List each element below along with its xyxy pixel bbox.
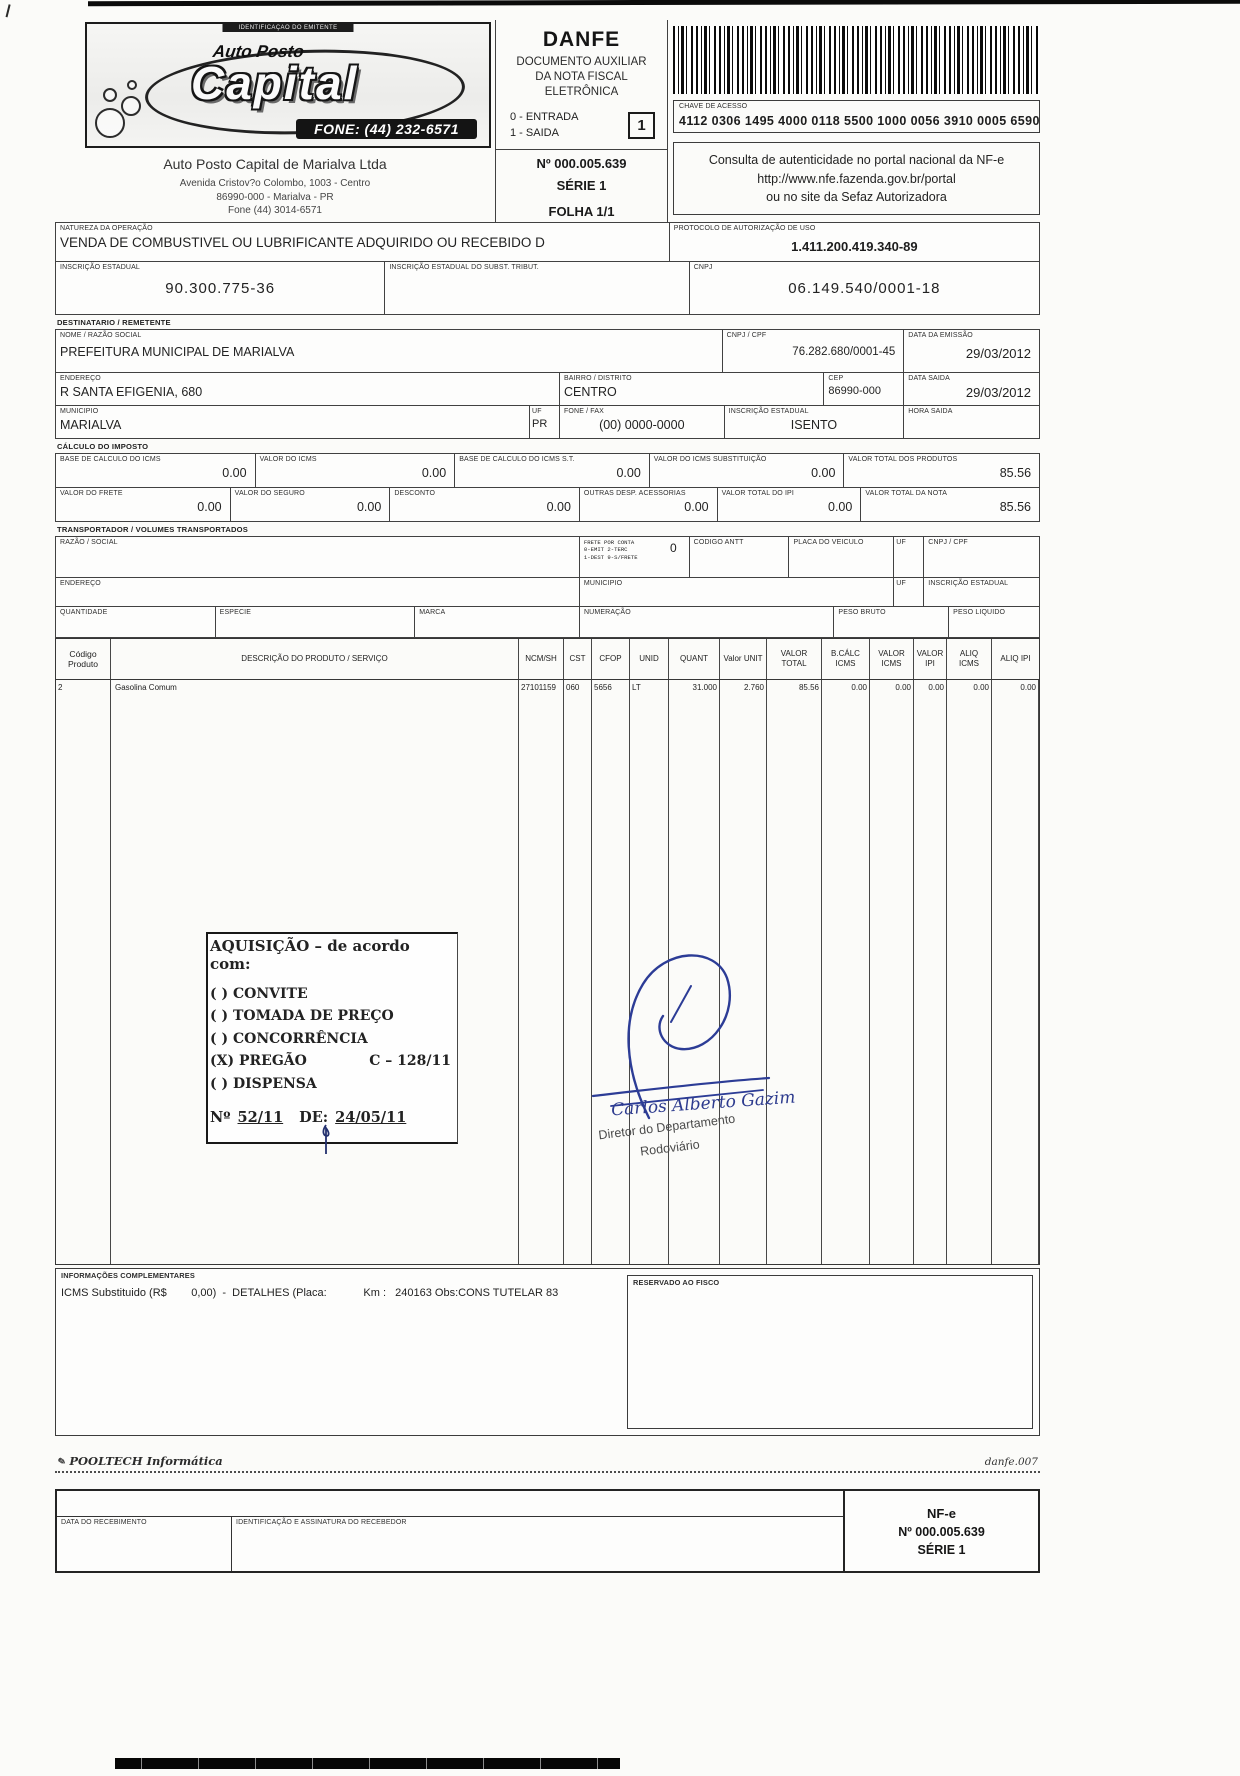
- field-value: 76.282.680/0001-45: [792, 346, 896, 359]
- logo-bubble-icon: [95, 108, 125, 138]
- field-quantidade-volumes: [56, 607, 216, 637]
- nfe-numero: Nº 000.005.639: [536, 155, 627, 171]
- field-cnpj-emitente: [690, 262, 1039, 314]
- cell-valor-unit: 2.760: [720, 680, 767, 1264]
- stamp-title: AQUISIÇÃO – de acordo com:: [210, 937, 410, 973]
- col-header-cst: CST: [564, 639, 592, 679]
- danfe-subtitle-line2: DA NOTA FISCAL: [535, 70, 628, 83]
- field-placa-veiculo: [789, 537, 894, 577]
- entrada-saida-row: [496, 109, 667, 142]
- danfe-subtitle-line1: DOCUMENTO AUXILIAR: [516, 56, 647, 68]
- field-label: PROTOCOLO DE AUTORIZAÇÃO DE USO: [673, 225, 816, 232]
- field-valor-seguro: [231, 488, 391, 521]
- field-label: NATUREZA DA OPERAÇÃO: [60, 225, 153, 232]
- field-value: MARIALVA: [60, 418, 122, 433]
- field-bairro-distrito: [560, 373, 824, 405]
- field-label: DATA DA EMISSÃO: [908, 332, 973, 339]
- scan-bottom-barcode: [115, 1758, 620, 1769]
- field-label: DESCONTO: [394, 490, 436, 497]
- col-header-bcalc-icms: B.CÁLC ICMS: [822, 639, 870, 679]
- field-especie: [216, 607, 416, 637]
- chave-acesso-value: 4112 0306 1495 4000 0118 5500 1000 0056 3910 0005 6590: [679, 114, 1040, 129]
- saida-label: 1 - SAIDA: [510, 127, 559, 140]
- field-peso-liquido: [949, 607, 1039, 637]
- field-label: CEP: [828, 375, 844, 382]
- product-table-body: [56, 680, 1039, 1264]
- field-nome-razao-social: [56, 330, 723, 372]
- imposto-section-label: CÁLCULO DO IMPOSTO: [57, 442, 149, 451]
- nfe-barcode: [673, 26, 1040, 94]
- field-label: INSCRIÇÃO ESTADUAL: [60, 264, 140, 271]
- cell-aliq-icms: 0.00: [947, 680, 992, 1264]
- aquisicao-stamp: [206, 932, 458, 1144]
- chave-acesso-label: CHAVE DE ACESSO: [679, 103, 748, 110]
- field-label: RAZÃO / SOCIAL: [60, 539, 118, 546]
- field-identificacao-assinatura-recebedor: [232, 1517, 843, 1571]
- consulta-url: http://www.nfe.fazenda.gov.br/portal: [757, 171, 956, 186]
- frete-conta-label-line3: 1-DEST 9-S/FRETE: [583, 553, 638, 561]
- stamp-item-dispensa: ( ) DISPENSA: [210, 1075, 317, 1092]
- col-header-descricao: DESCRIÇÃO DO PRODUTO / SERVIÇO: [111, 639, 519, 679]
- product-table-header: [56, 639, 1039, 680]
- stamp-de-prefix: DE:: [299, 1108, 329, 1126]
- emitente-info: [55, 156, 495, 218]
- emitente-address-line3: Fone (44) 3014-6571: [228, 205, 322, 216]
- field-data-saida: [904, 373, 1039, 405]
- field-value: 0: [669, 541, 677, 555]
- cell-bcalc-icms: 0.00: [822, 680, 870, 1264]
- canhoto-nfe-label: NF-e: [927, 1505, 956, 1521]
- danfe-subtitle: [496, 55, 667, 100]
- col-header-unid: UNID: [630, 639, 669, 679]
- transportador-row3: [55, 606, 1040, 638]
- inscricoes-row: [55, 261, 1040, 315]
- cell-ncm: 27101159: [519, 680, 564, 1264]
- field-label: RESERVADO AO FISCO: [633, 1278, 720, 1287]
- field-label: HORA SAIDA: [908, 408, 953, 415]
- field-inscricao-estadual-transportador: [924, 578, 1039, 606]
- emitente-block: [55, 20, 495, 222]
- field-base-calculo-icms: [56, 454, 256, 487]
- cell-cst: 060: [564, 680, 592, 1264]
- field-marca: [415, 607, 580, 637]
- field-uf-transportador: [894, 537, 924, 577]
- field-value: 0.00: [828, 500, 853, 515]
- transportador-row1: [55, 536, 1040, 578]
- entrada-label: 0 - ENTRADA: [510, 110, 579, 123]
- consulta-line3: ou no site da Sefaz Autorizadora: [766, 189, 947, 204]
- field-label: VALOR TOTAL DA NOTA: [865, 490, 948, 497]
- field-desconto: [390, 488, 580, 521]
- field-hora-saida: [904, 406, 1039, 438]
- field-fone-fax: [560, 406, 725, 438]
- field-label: ENDEREÇO: [60, 580, 101, 587]
- field-codigo-antt: [690, 537, 790, 577]
- col-header-valor-unit: Valor UNIT: [720, 639, 767, 679]
- pooltech-logo-icon: ✎: [55, 1455, 67, 1470]
- canhoto-nfe-serie: SÉRIE 1: [917, 1542, 966, 1557]
- field-value: 90.300.775-36: [165, 280, 276, 298]
- danfe-title: DANFE: [542, 28, 621, 51]
- cell-valor-icms: 0.00: [870, 680, 914, 1264]
- field-value: 0.00: [356, 500, 382, 515]
- informacoes-complementares: [56, 1269, 621, 1435]
- danfe-version-ref: danfe.007: [984, 1456, 1038, 1468]
- field-outras-despesas: [580, 488, 718, 521]
- field-label: FONE / FAX: [563, 408, 604, 415]
- field-value: VENDA DE COMBUSTIVEL OU LUBRIFICANTE ADQUIRIDO OU RECEBIDO D: [60, 235, 545, 251]
- destinatario-row2: [55, 372, 1040, 406]
- field-valor-icms: [256, 454, 456, 487]
- field-label: BAIRRO / DISTRITO: [563, 375, 632, 382]
- field-value: 29/03/2012: [965, 385, 1031, 401]
- canhoto-nfe-box: [843, 1491, 1038, 1571]
- canhoto-left: [57, 1491, 843, 1571]
- stamp-item-pregao-line: [210, 1050, 455, 1072]
- consulta-autenticidade-box: [673, 142, 1040, 214]
- destinatario-row1: [55, 329, 1040, 373]
- pen-loop-mark: [314, 1124, 338, 1158]
- footer-row: [55, 1448, 1040, 1468]
- field-value: ICMS Substituido (R$ 0,00) - DETALHES (Placa: Km : 240163 Obs:CONS TUTELAR 83: [61, 1286, 559, 1299]
- danfe-subtitle-line3: ELETRÔNICA: [544, 85, 619, 98]
- col-header-aliq-ipi: ALIQ IPI: [1000, 654, 1031, 664]
- field-endereco-destinatario: [56, 373, 560, 405]
- field-value: 1.411.200.419.340-89: [791, 239, 918, 255]
- field-inscricao-estadual: [56, 262, 385, 314]
- field-label: VALOR TOTAL DOS PRODUTOS: [848, 456, 958, 463]
- field-cnpj-cpf-transportador: [924, 537, 1039, 577]
- emitente-name: Auto Posto Capital de Marialva Ltda: [163, 156, 387, 172]
- field-value: 85.56: [999, 500, 1031, 515]
- cell-quant: 31.000: [669, 680, 720, 1264]
- danfe-document: [55, 20, 1040, 1573]
- field-label: INSCRIÇÃO ESTADUAL: [728, 408, 809, 415]
- field-valor-total-nota: [861, 488, 1039, 521]
- stamp-item-tomada-preco: ( ) TOMADA DE PREÇO: [210, 1008, 394, 1025]
- cell-codigo: 2: [56, 680, 111, 1264]
- stamp-items: [210, 983, 455, 1095]
- col-header-quant: QUANT: [669, 639, 720, 679]
- destinatario-section-label: DESTINATARIO / REMETENTE: [57, 318, 171, 327]
- signer-title-line1: Diretor do Departamento: [597, 1111, 736, 1143]
- field-valor-frete: [56, 488, 231, 521]
- field-value: R SANTA EFIGENIA, 680: [60, 385, 203, 400]
- field-value: 0.00: [197, 500, 222, 515]
- field-label: VALOR DO SEGURO: [234, 490, 305, 497]
- field-value: (00) 0000-0000: [599, 418, 685, 433]
- field-razao-social-transportador: [56, 537, 580, 577]
- field-value: 06.149.540/0001-18: [788, 280, 941, 298]
- field-cnpj-cpf-destinatario: [723, 330, 905, 372]
- field-municipio-destinatario: [56, 406, 530, 438]
- col-header-cfop: CFOP: [592, 639, 630, 679]
- field-label: INSCRIÇÃO ESTADUAL: [928, 580, 1009, 587]
- col-header-valor-ipi: VALOR IPI: [914, 639, 947, 679]
- scan-edge-artifact: [88, 0, 1240, 6]
- logo-text-capital: Capital: [191, 57, 359, 109]
- field-value: ISENTO: [790, 418, 838, 433]
- field-label: VALOR DO ICMS: [259, 456, 317, 463]
- field-label: NOME / RAZÃO SOCIAL: [60, 332, 142, 339]
- cell-valor-ipi: 0.00: [914, 680, 947, 1264]
- logo-bubble-icon: [127, 80, 137, 90]
- canhoto-recebimento: [55, 1489, 1040, 1573]
- field-valor-total-ipi: [718, 488, 862, 521]
- emitente-address-line2: 86990-000 - Marialva - PR: [216, 191, 334, 203]
- entrada-saida-labels: [510, 109, 578, 142]
- field-data-recebimento: [57, 1517, 232, 1571]
- reservado-fisco-box: [627, 1275, 1033, 1429]
- destinatario-row3: [55, 405, 1040, 439]
- field-label: INFORMAÇÕES COMPLEMENTARES: [61, 1271, 195, 1280]
- field-frete-por-conta: [580, 537, 690, 577]
- field-valor-icms-substituicao: [650, 454, 845, 487]
- field-value: 29/03/2012: [965, 346, 1031, 362]
- field-valor-total-produtos: [844, 454, 1039, 487]
- pen-mark: [6, 4, 17, 19]
- imposto-row2: [55, 487, 1040, 522]
- stamp-item-concorrencia: ( ) CONCORRÊNCIA: [210, 1030, 368, 1047]
- field-label: PESO LIQUIDO: [953, 609, 1006, 616]
- col-header-valor-icms: VALOR ICMS: [870, 639, 914, 679]
- col-header-valor-total: VALOR TOTAL: [767, 639, 822, 679]
- signer-title-line2: Rodoviário: [639, 1137, 701, 1159]
- field-label: NUMERAÇÃO: [583, 609, 631, 616]
- emitente-address-line1: Avenida Cristov?o Colombo, 1003 - Centro: [179, 178, 371, 189]
- field-label: CNPJ / CPF: [928, 539, 968, 546]
- field-label: QUANTIDADE: [60, 609, 108, 616]
- field-label: CNPJ / CPF: [726, 332, 767, 339]
- frete-conta-label-line1: FRETE POR CONTA: [583, 539, 635, 546]
- field-label: [584, 539, 638, 575]
- field-value: 0.00: [811, 466, 836, 481]
- emitente-box-label: IDENTIFICAÇÃO DO EMITENTE: [222, 24, 353, 32]
- cell-valor-total: 85.56: [767, 680, 822, 1264]
- field-cep: [824, 373, 904, 405]
- field-value: PREFEITURA MUNICIPAL DE MARIALVA: [60, 345, 295, 360]
- field-uf-destinatario: [530, 406, 560, 438]
- field-value: 85.56: [999, 466, 1032, 481]
- field-label: BASE DE CALCULO DO ICMS S.T.: [459, 456, 575, 463]
- field-peso-bruto: [834, 607, 949, 637]
- field-label: MUNICIPIO: [60, 408, 99, 415]
- field-value: 0.00: [222, 466, 247, 481]
- field-label: VALOR DO ICMS SUBSTITUIÇÃO: [653, 456, 767, 463]
- chave-acesso-box: [673, 100, 1040, 133]
- field-label: VALOR TOTAL DO IPI: [721, 490, 794, 497]
- field-data-emissao: [904, 330, 1039, 372]
- field-numeracao: [580, 607, 834, 637]
- cell-cfop: 5656: [592, 680, 630, 1264]
- field-label: DATA DO RECEBIMENTO: [61, 1519, 147, 1526]
- col-header-codigo: Código Produto: [56, 639, 111, 679]
- field-label: ENDEREÇO: [60, 375, 101, 382]
- cell-unid: LT: [630, 680, 669, 1264]
- field-label: UF: [896, 539, 906, 546]
- cell-descricao: Gasolina Comum: [111, 680, 519, 1264]
- transportador-row2: [55, 577, 1040, 607]
- canhoto-declaracao-area: [57, 1491, 843, 1517]
- header-section: [55, 20, 1040, 222]
- software-vendor-name: POOLTECH Informática: [69, 1454, 223, 1468]
- field-inscricao-estadual-destinatario: [725, 406, 905, 438]
- field-value: 0.00: [546, 500, 571, 515]
- field-label: VALOR DO FRETE: [60, 490, 123, 497]
- field-label: MUNICIPIO: [583, 580, 623, 587]
- acesso-block: [668, 20, 1040, 222]
- field-endereco-transportador: [56, 578, 580, 606]
- nfe-serie: SÉRIE 1: [556, 177, 607, 193]
- canhoto-nfe-numero: Nº 000.005.639: [898, 1524, 985, 1539]
- stamp-item-convite: ( ) CONVITE: [210, 986, 308, 1002]
- danfe-number-block: [496, 149, 667, 219]
- field-municipio-transportador: [580, 578, 894, 606]
- field-label: CODIGO ANTT: [693, 539, 744, 546]
- field-base-calculo-icms-st: [455, 454, 650, 487]
- imposto-row1: [55, 453, 1040, 488]
- natureza-operacao-row: [55, 222, 1040, 262]
- canhoto-bottom-row: [57, 1517, 843, 1571]
- software-vendor: [57, 1454, 223, 1468]
- stamp-item-pregao: (X) PREGÃO: [210, 1053, 307, 1070]
- field-value: 86990-000: [828, 385, 882, 398]
- perforation-line: [55, 1471, 1040, 1473]
- field-value: 0.00: [616, 466, 641, 481]
- field-label: BASE DE CALCULO DO ICMS: [60, 456, 161, 463]
- field-label: INSCRIÇÃO ESTADUAL DO SUBST. TRIBUT.: [389, 264, 539, 271]
- logo-text-auto-posto: Auto Posto: [211, 42, 306, 61]
- field-uf2-transportador: [894, 578, 924, 606]
- field-label: PLACA DO VEICULO: [793, 539, 864, 546]
- field-label: DATA SAIDA: [908, 375, 950, 382]
- logo-phone-banner: FONE: (44) 232-6571: [296, 119, 477, 139]
- field-label: UF: [896, 580, 906, 587]
- danfe-block: [495, 20, 668, 222]
- field-inscricao-subst-tribut: [385, 262, 689, 314]
- field-label: ESPECIE: [219, 609, 252, 616]
- frete-conta-label-line2: 0-EMIT 2-TERC: [583, 546, 628, 554]
- reservado-fisco-area: [621, 1269, 1039, 1435]
- field-label: OUTRAS DESP. ACESSORIAS: [583, 490, 686, 497]
- field-protocolo-autorizacao: [670, 223, 1039, 261]
- col-header-aliq-icms: ALIQ ICMS: [947, 639, 992, 679]
- transportador-section-label: TRANSPORTADOR / VOLUMES TRANSPORTADOS: [57, 525, 249, 534]
- field-label: IDENTIFICAÇÃO E ASSINATURA DO RECEBEDOR: [236, 1519, 407, 1526]
- field-label: PESO BRUTO: [838, 609, 886, 616]
- product-table: [55, 638, 1040, 1265]
- field-label: UF: [532, 408, 542, 415]
- field-value: 0.00: [684, 500, 709, 515]
- stamp-num-prefix: Nº: [210, 1108, 231, 1126]
- logo-bubble-icon: [103, 88, 117, 102]
- field-label: MARCA: [419, 609, 446, 616]
- tipo-operacao-box: 1: [628, 112, 655, 139]
- emitente-logo: [85, 22, 491, 148]
- consulta-line1: Consulta de autenticidade no portal nacional da NF-e: [708, 153, 1005, 168]
- stamp-pregao-numero: C – 128/11: [369, 1053, 451, 1070]
- stamp-date-value: 24/05/11: [335, 1108, 407, 1126]
- field-value: PR: [532, 418, 548, 431]
- cell-aliq-ipi: 0.00: [992, 680, 1039, 1264]
- stamp-num-value: 52/11: [237, 1108, 284, 1126]
- informacoes-complementares-box: [55, 1268, 1040, 1436]
- field-value: 0.00: [421, 466, 447, 481]
- logo-bubble-icon: [121, 96, 141, 116]
- signer-name: Carlos Alberto Gazim: [610, 1087, 797, 1121]
- field-value: CENTRO: [563, 385, 617, 400]
- nfe-folha: FOLHA 1/1: [548, 203, 615, 219]
- field-natureza-operacao: [56, 223, 670, 261]
- field-label: CNPJ: [693, 264, 713, 271]
- col-header-ncm: NCM/SH: [519, 639, 564, 679]
